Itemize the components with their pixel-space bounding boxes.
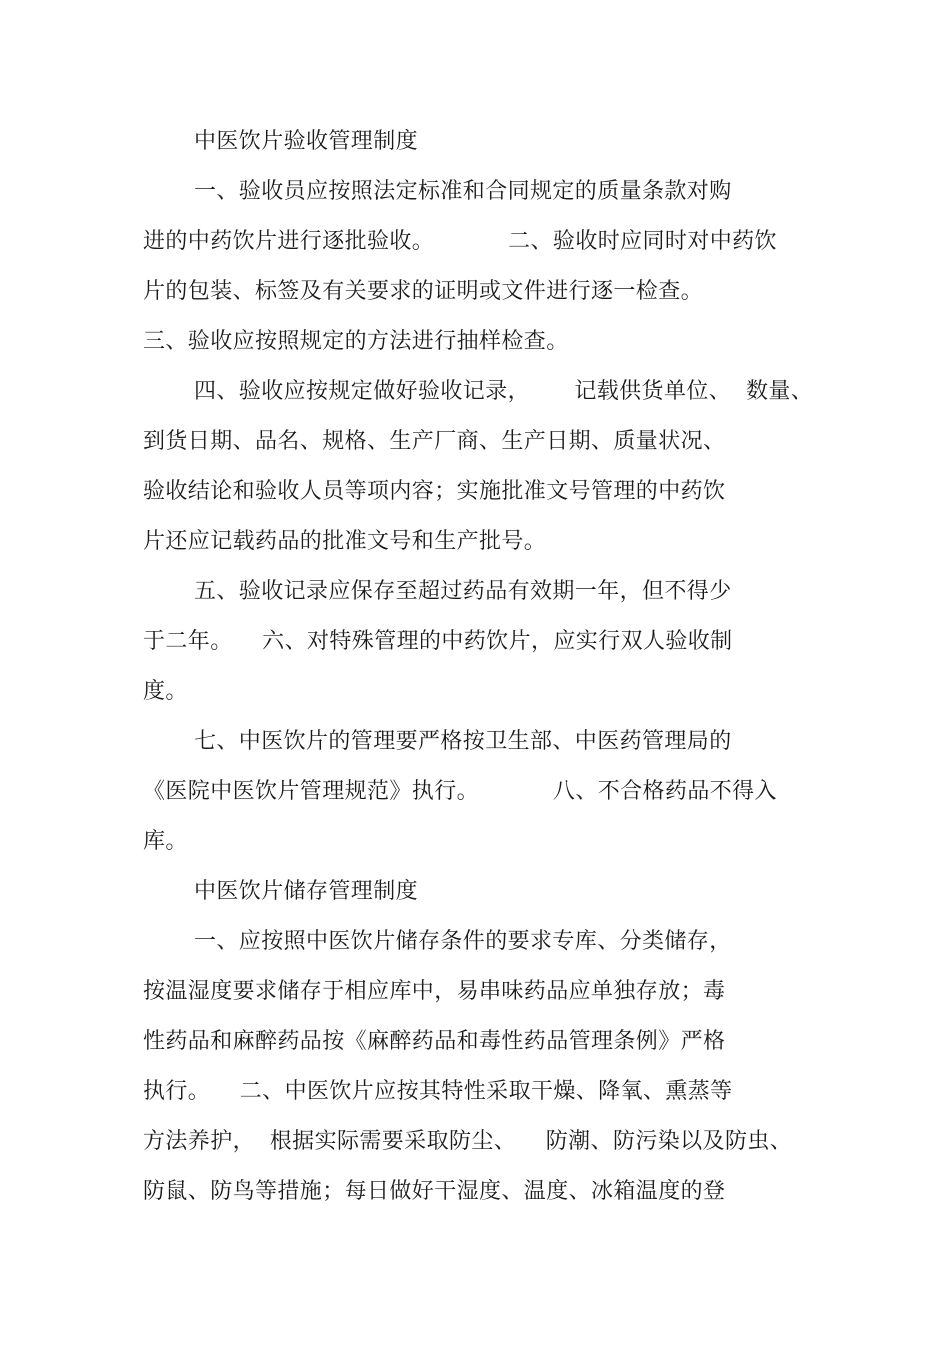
paragraph-line: 方法养护， 根据实际需要采取防尘、 防潮、防污染以及防虫、 bbox=[143, 1129, 793, 1154]
section-title-acceptance: 中医饮片验收管理制度 bbox=[194, 129, 419, 154]
paragraph-line: 按温湿度要求储存于相应库中，易串味药品应单独存放；毒 bbox=[143, 979, 726, 1004]
paragraph-line: 度。 bbox=[143, 679, 188, 704]
paragraph-line: 进的中药饮片进行逐批验收。 二、验收时应同时对中药饮 bbox=[143, 229, 777, 254]
paragraph-line: 到货日期、品名、规格、生产厂商、生产日期、质量状况、 bbox=[143, 429, 726, 454]
paragraph-line: 四、验收应按规定做好验收记录， 记载供货单位、 数量、 bbox=[194, 379, 814, 404]
paragraph-line: 验收结论和验收人员等项内容；实施批准文号管理的中药饮 bbox=[143, 479, 726, 504]
paragraph-line: 片还应记载药品的批准文号和生产批号。 bbox=[143, 529, 547, 554]
section-title-storage: 中医饮片储存管理制度 bbox=[194, 879, 419, 904]
paragraph-line: 三、验收应按照规定的方法进行抽样检查。 bbox=[143, 329, 569, 354]
paragraph-line: 七、中医饮片的管理要严格按卫生部、中医药管理局的 bbox=[194, 729, 732, 754]
paragraph-line: 执行。 二、中医饮片应按其特性采取干燥、降氧、熏蒸等 bbox=[143, 1079, 733, 1104]
paragraph-line: 性药品和麻醉药品按《麻醉药品和毒性药品管理条例》严格 bbox=[143, 1029, 726, 1054]
paragraph-line: 一、应按照中医饮片储存条件的要求专库、分类储存， bbox=[194, 929, 732, 954]
paragraph-line: 防鼠、防鸟等措施；每日做好干湿度、温度、冰箱温度的登 bbox=[143, 1179, 726, 1204]
paragraph-line: 五、验收记录应保存至超过药品有效期一年，但不得少 bbox=[194, 579, 732, 604]
paragraph-line: 一、验收员应按照法定标准和合同规定的质量条款对购 bbox=[194, 179, 732, 204]
paragraph-line: 片的包装、标签及有关要求的证明或文件进行逐一检查。 bbox=[143, 279, 704, 304]
paragraph-line: 库。 bbox=[143, 829, 188, 854]
paragraph-line: 《医院中医饮片管理规范》执行。 八、不合格药品不得入 bbox=[143, 779, 777, 804]
paragraph-line: 于二年。 六、对特殊管理的中药饮片，应实行双人验收制 bbox=[143, 629, 733, 654]
